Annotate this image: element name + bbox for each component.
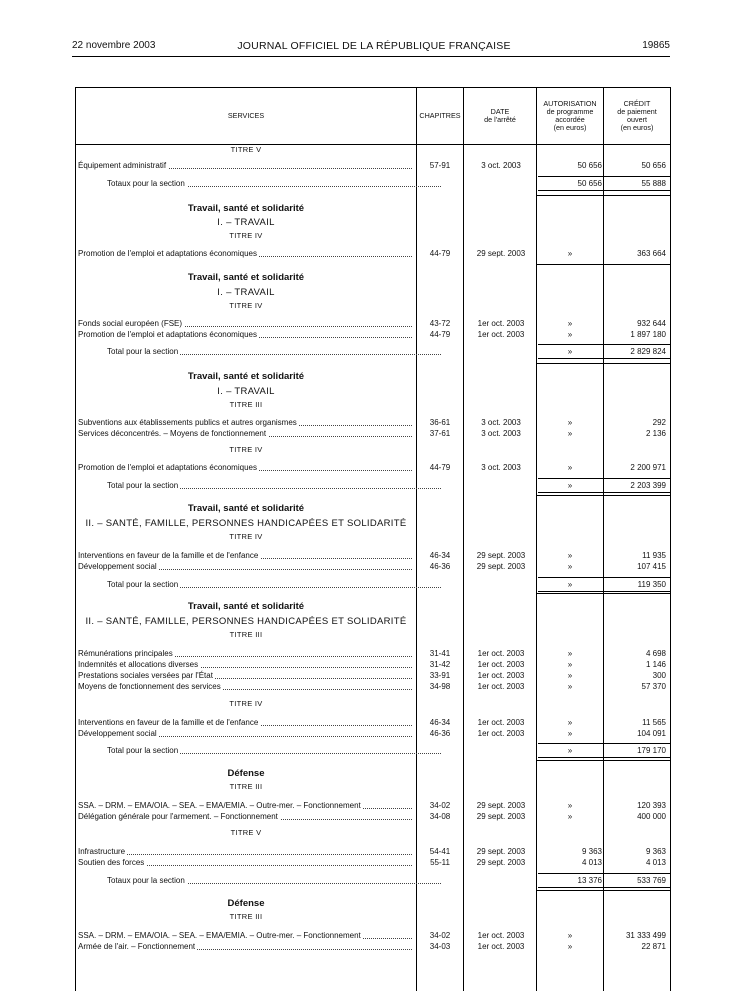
credit-cell: 533 769 [637,876,666,885]
table-row [76,428,670,439]
autorisation-cell: » [567,580,573,589]
table-row [76,550,670,561]
autorisation-cell: » [567,649,573,658]
date-cell: 1er oct. 2003 [477,671,525,680]
row-label-text: Délégation générale pour l'armement. – Fonctionnement [78,812,278,821]
total-rule-above [538,577,670,578]
table-row [76,160,670,171]
total-rule-below [538,492,670,493]
credit-cell: 2 203 399 [630,481,666,490]
date-cell: 29 sept. 2003 [476,812,526,821]
chapitre-cell: 57-91 [429,161,451,170]
row-label [78,550,412,561]
row-label [78,659,412,670]
credit-cell: 2 136 [645,429,666,438]
header-date: 22 novembre 2003 [72,40,156,51]
chapitre-cell: 37-61 [429,429,451,438]
date-cell: 1er oct. 2003 [477,649,525,658]
chapitre-cell: 55-11 [430,858,450,867]
date-cell: 3 oct. 2003 [481,463,521,472]
autorisation-cell: » [567,942,573,951]
row-label [78,670,412,681]
date-cell: 1er oct. 2003 [477,729,525,738]
table-row [76,318,670,329]
credit-cell: 57 370 [641,682,666,691]
total-row [76,579,670,590]
row-label [78,648,412,659]
autorisation-cell: » [567,463,573,472]
table-row [76,329,670,340]
column-header-chapitres: CHAPITRES [419,111,461,120]
row-label [78,248,412,259]
date-cell: 1er oct. 2003 [477,942,525,951]
section-heading: Travail, santé et solidarité [187,203,305,214]
row-label-text: Équipement administratif [78,161,167,170]
chapitre-cell: 46-34 [429,551,451,560]
autorisation-cell: » [567,319,573,328]
credit-cell: 179 170 [637,746,666,755]
total-rule-above [538,873,670,874]
date-cell: 3 oct. 2003 [481,429,521,438]
column-header-credit: CRÉDIT de paiement ouvert (en euros) [617,99,657,132]
credit-cell: 2 829 824 [630,347,666,356]
row-label [78,941,412,952]
table-row [76,930,670,941]
row-label-text: Totaux pour la section [107,179,185,188]
chapitre-cell: 33-91 [429,671,451,680]
autorisation-cell: » [567,418,573,427]
credit-cell: 932 644 [637,319,666,328]
section-heading: Travail, santé et solidarité [187,272,305,283]
autorisation-cell: 50 656 [577,179,602,188]
total-rule-below [538,887,670,888]
date-cell: 1er oct. 2003 [477,330,525,339]
section-heading: Défense [227,898,265,909]
credit-cell: 22 871 [641,942,666,951]
row-label-text: Totaux pour la section [107,876,185,885]
row-label [107,480,441,491]
row-label [78,160,412,171]
autorisation-cell: 13 376 [577,876,602,885]
total-rule-below [538,190,670,191]
section-separator-rule [536,495,670,496]
credit-cell: 119 350 [637,580,666,589]
autorisation-cell: » [567,551,573,560]
table-row [76,857,670,868]
credit-cell: 300 [652,671,666,680]
row-label-text: Total pour la section [107,746,179,755]
section-separator-rule [536,195,670,196]
section-subheading: I. – TRAVAIL [217,287,275,298]
row-label [78,318,412,329]
total-row [76,745,670,756]
autorisation-cell: » [567,330,573,339]
autorisation-cell: » [567,562,573,571]
autorisation-cell: 4 013 [581,858,602,867]
autorisation-cell: » [567,812,573,821]
date-cell: 1er oct. 2003 [477,682,525,691]
section-heading: Travail, santé et solidarité [187,503,305,514]
total-rule-above [538,743,670,744]
titre-heading: TITRE III [229,912,263,921]
autorisation-cell: » [567,718,573,727]
credit-cell: 4 013 [645,858,666,867]
row-label-text: Moyens de fonctionnement des services [78,682,221,691]
table-row [76,659,670,670]
row-label-text: Services déconcentrés. – Moyens de fonctionnement [78,429,267,438]
table-row [76,248,670,259]
titre-heading: TITRE V [230,145,262,154]
chapitre-cell: 46-36 [429,562,451,571]
credit-cell: 120 393 [637,801,666,810]
section-heading: Travail, santé et solidarité [187,371,305,382]
table-row [76,561,670,572]
credit-cell: 31 333 499 [625,931,666,940]
autorisation-cell: » [567,429,573,438]
row-label-text: Total pour la section [107,347,179,356]
row-label-text: Développement social [78,562,157,571]
section-subheading: II. – SANTÉ, FAMILLE, PERSONNES HANDICAPÉES ET SOLIDARITÉ [85,518,407,529]
column-header-services: SERVICES [227,111,265,120]
date-cell: 1er oct. 2003 [477,931,525,940]
total-row [76,480,670,491]
titre-heading: TITRE IV [229,301,263,310]
row-label-text: Armée de l'air. – Fonctionnement [78,942,196,951]
titre-heading: TITRE V [230,828,262,837]
chapitre-cell: 34-08 [429,812,451,821]
autorisation-cell: » [567,931,573,940]
titre-heading: TITRE IV [229,532,263,541]
section-separator-rule [536,363,670,364]
autorisation-cell: » [567,249,573,258]
row-label [78,930,412,941]
total-row [76,178,670,189]
section-subheading: I. – TRAVAIL [217,386,275,397]
credit-cell: 11 935 [642,551,666,560]
row-label [107,745,441,756]
row-label [78,717,412,728]
chapitre-cell: 43-72 [429,319,451,328]
section-heading: Défense [227,768,265,779]
autorisation-cell: 50 656 [577,161,602,170]
header-rule [72,56,670,57]
section-separator-rule [536,264,670,265]
row-label [107,346,441,357]
date-cell: 29 sept. 2003 [476,562,526,571]
titre-heading: TITRE III [229,400,263,409]
autorisation-cell: 9 363 [581,847,602,856]
row-label-text: Interventions en faveur de la famille et de l'enfance [78,551,259,560]
column-header-date: DATE de l'arrêté [484,107,516,124]
chapitre-cell: 34-98 [429,682,451,691]
chapitre-cell: 54-41 [429,847,451,856]
date-cell: 29 sept. 2003 [476,801,526,810]
titre-heading: TITRE IV [229,699,263,708]
row-label-text: Prestations sociales versées par l'État [78,671,213,680]
table-row [76,670,670,681]
total-rule-below [538,591,670,592]
row-label-text: Promotion de l'emploi et adaptations économiques [78,330,257,339]
chapitre-cell: 46-34 [429,718,451,727]
table-row [76,811,670,822]
row-label [107,178,441,189]
row-label-text: Interventions en faveur de la famille et de l'enfance [78,718,259,727]
autorisation-cell: » [567,682,573,691]
row-label [78,728,412,739]
row-label [78,846,412,857]
titre-heading: TITRE IV [229,445,263,454]
titre-heading: TITRE IV [229,231,263,240]
total-rule-above [538,478,670,479]
date-cell: 29 sept. 2003 [476,847,526,856]
autorisation-cell: » [567,729,573,738]
section-separator-rule [536,760,670,761]
row-label-text: Promotion de l'emploi et adaptations économiques [78,463,257,472]
header-title: JOURNAL OFFICIEL DE LA RÉPUBLIQUE FRANÇAISE [237,40,511,52]
table-row [76,800,670,811]
table-row [76,681,670,692]
header-page-number: 19865 [642,40,670,51]
row-label [78,428,412,439]
row-label-text: Développement social [78,729,157,738]
row-label [107,579,441,590]
credit-cell: 4 698 [645,649,666,658]
row-label [78,800,412,811]
autorisation-cell: » [567,746,573,755]
section-heading: Travail, santé et solidarité [187,601,305,612]
date-cell: 1er oct. 2003 [477,319,525,328]
chapitre-cell: 34-02 [429,931,451,940]
column-header-autorisation: AUTORISATION de programme accordée (en euros) [543,99,597,132]
row-label-text: SSA. – DRM. – EMA/OIA. – SEA. – EMA/EMIA. – Outre-mer. – Fonctionnement [78,931,361,940]
row-label [78,561,412,572]
row-label-text: Total pour la section [107,481,179,490]
date-cell: 3 oct. 2003 [481,418,521,427]
credit-cell: 107 415 [637,562,666,571]
chapitre-cell: 31-41 [429,649,451,658]
date-cell: 1er oct. 2003 [477,718,525,727]
chapitre-cell: 34-02 [429,801,451,810]
row-label-text: Indemnités et allocations diverses [78,660,199,669]
table-row [76,648,670,659]
credit-cell: 363 664 [637,249,666,258]
total-rule-below [538,757,670,758]
chapitre-cell: 44-79 [429,249,451,258]
row-label [78,857,412,868]
row-label [78,417,412,428]
row-label-text: Fonds social européen (FSE) [78,319,183,328]
autorisation-cell: » [567,660,573,669]
row-label-text: Subventions aux établissements publics et autres organismes [78,418,297,427]
total-row [76,346,670,357]
section-separator-rule [536,890,670,891]
table-row [76,846,670,857]
row-label-text: Rémunérations principales [78,649,173,658]
credit-cell: 292 [652,418,666,427]
titre-heading: TITRE III [229,630,263,639]
autorisation-cell: » [567,801,573,810]
total-rule-above [538,176,670,177]
chapitre-cell: 31-42 [429,660,451,669]
chapitre-cell: 36-61 [429,418,451,427]
table-row [76,941,670,952]
row-label-text: Total pour la section [107,580,179,589]
row-label-text: Infrastructure [78,847,126,856]
row-label-text: Soutien des forces [78,858,145,867]
credit-cell: 1 897 180 [630,330,666,339]
total-rule-below [538,358,670,359]
autorisation-cell: » [567,671,573,680]
credit-cell: 400 000 [637,812,666,821]
section-separator-rule [536,593,670,594]
date-cell: 1er oct. 2003 [477,660,525,669]
titre-heading: TITRE III [229,782,263,791]
row-label [78,811,412,822]
autorisation-cell: » [567,347,573,356]
chapitre-cell: 44-79 [429,463,451,472]
credit-cell: 11 565 [642,718,666,727]
chapitre-cell: 34-03 [429,942,451,951]
row-label [78,462,412,473]
date-cell: 29 sept. 2003 [476,249,526,258]
section-subheading: II. – SANTÉ, FAMILLE, PERSONNES HANDICAPÉES ET SOLIDARITÉ [85,616,407,627]
table-row [76,728,670,739]
table-row [76,462,670,473]
date-cell: 3 oct. 2003 [481,161,521,170]
row-label-text: SSA. – DRM. – EMA/OIA. – SEA. – EMA/EMIA. – Outre-mer. – Fonctionnement [78,801,361,810]
row-label [78,681,412,692]
row-label [78,329,412,340]
credit-cell: 55 888 [641,179,666,188]
credits-table [75,87,671,991]
table-row [76,417,670,428]
credit-cell: 2 200 971 [630,463,666,472]
autorisation-cell: » [567,481,573,490]
credit-cell: 50 656 [641,161,666,170]
credit-cell: 1 146 [645,660,666,669]
section-subheading: I. – TRAVAIL [217,217,275,228]
credit-cell: 104 091 [637,729,666,738]
total-rule-above [538,344,670,345]
date-cell: 29 sept. 2003 [476,858,526,867]
row-label-text: Promotion de l'emploi et adaptations économiques [78,249,257,258]
chapitre-cell: 44-79 [429,330,451,339]
table-row [76,717,670,728]
chapitre-cell: 46-36 [429,729,451,738]
total-row [76,875,670,886]
credit-cell: 9 363 [645,847,666,856]
leader-dots [78,854,412,855]
date-cell: 29 sept. 2003 [476,551,526,560]
row-label [107,875,441,886]
